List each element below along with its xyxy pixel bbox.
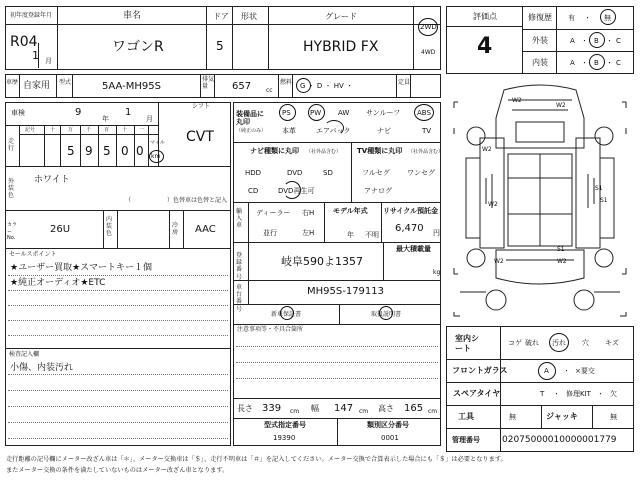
width-unit: cm: [359, 408, 369, 415]
doors-label: ドア: [213, 12, 229, 21]
mark-w2-left: W2: [482, 146, 492, 153]
mark-w2-rear-right: W2: [557, 258, 567, 265]
unit-hundred: 百: [104, 127, 110, 133]
first-reg-month: 1: [32, 49, 39, 62]
import-parallel: 並行: [263, 229, 277, 237]
class-label: 類別区分番号: [367, 421, 409, 429]
ac-value: AAC: [195, 224, 216, 235]
chassis-value: MH95S-179113: [307, 286, 385, 297]
navi-dvd: DVD: [287, 169, 303, 177]
spare-missing: 欠: [610, 390, 617, 398]
recycle-value: 6,470: [395, 223, 424, 234]
equipment-subtitle: （純正のみ）: [236, 128, 267, 134]
seat-tear: 破れ: [525, 339, 539, 347]
grade-label: グレード: [325, 12, 357, 21]
manual: 取扱説明書: [371, 311, 402, 318]
navi-subtitle: （社外品含む）: [306, 149, 342, 155]
import-label: 輸入車: [236, 208, 243, 230]
repair-label: 修復歴: [528, 13, 552, 22]
spare-t: T: [540, 390, 545, 398]
capacity-label: 定員: [398, 79, 411, 86]
inspection-label: 車検: [11, 109, 25, 117]
equip-sunroof: サンルーフ: [366, 109, 401, 117]
mileage-digit-4: 0: [121, 144, 129, 158]
new-warranty: 新車保証書: [271, 311, 302, 318]
type-designation-value: 19390: [273, 434, 296, 442]
max-load-label: 最大積載量: [396, 245, 431, 253]
equip-ps: PS: [282, 109, 291, 117]
repair-dot: ・: [584, 14, 591, 22]
model-value: ワゴンR: [112, 39, 164, 55]
mark-w2-front: W2: [512, 97, 522, 104]
shape-label: 形状: [241, 12, 257, 21]
repair-none: 無: [604, 14, 611, 22]
unit-ten-thousand: 十: [50, 127, 56, 133]
windshield-dot: ・: [563, 367, 570, 375]
height-unit: cm: [428, 408, 438, 415]
navi-hdd: HDD: [245, 169, 262, 177]
unit-ten-k: 万: [68, 127, 74, 133]
month-unit: 月: [45, 57, 52, 65]
first-reg-label: 初年度登録年月: [10, 12, 53, 19]
drive-value: 2WD: [420, 23, 437, 31]
windshield-replaced: ×要交: [575, 367, 595, 375]
model-year-unit: 年: [347, 231, 354, 239]
usage-label: 車歴: [6, 79, 19, 86]
int-dot1: ・: [581, 59, 588, 67]
color-no-label: カラーNo.: [7, 222, 18, 241]
int-dot2: ・: [606, 59, 613, 67]
equipment-title: 装備品に丸印: [236, 110, 264, 127]
spare-kit: 修理KIT: [566, 390, 591, 398]
exterior-color: ホワイト: [34, 175, 70, 185]
navi-title: ナビ種類に丸印: [250, 147, 299, 155]
ext-dot1: ・: [581, 37, 588, 45]
ext-dot2: ・: [606, 37, 613, 45]
usage-value: 自家用: [23, 81, 51, 91]
equip-navi: ナビ: [377, 127, 391, 135]
km-label: km: [151, 153, 161, 160]
shift-value: CVT: [186, 129, 214, 145]
navi-cd: CD: [248, 187, 259, 195]
registration-value: 岐阜590よ1357: [281, 255, 363, 268]
repair-yes: 有: [568, 14, 575, 22]
seat-label: 室内シート: [455, 334, 479, 354]
equip-leather: 本革: [282, 127, 296, 135]
mark-s1-rear: S1: [557, 246, 565, 253]
displacement-value: 657: [232, 81, 252, 92]
fuel-options: G ・ D ・ HV ・: [300, 82, 353, 90]
windshield-label: フロントガラス: [452, 366, 508, 375]
sales-points-title: セールスポイント: [9, 251, 57, 258]
inspection-year: 9: [75, 107, 82, 118]
footer-line-2: またメーター交換の条件を満たしていないものはメーター改ざん車となります。: [6, 467, 229, 474]
seat-burn: コゲ: [508, 339, 522, 347]
notes-title: 注意事項等・不具合箇所: [237, 326, 304, 333]
recycle-label: リサイクル預託金: [383, 207, 439, 215]
drive-alt: 4WD: [421, 49, 436, 56]
shift-label: シフト: [192, 103, 211, 110]
jack-value: 無: [610, 413, 617, 421]
import-dealer: ディーラー: [256, 209, 291, 217]
tv-subtitle: （社外品含む）: [408, 149, 444, 155]
model-year-undetermined: 不明: [365, 231, 379, 239]
displacement-unit: cc: [266, 87, 273, 94]
exterior-note: （ ）色替車は色替と記入: [125, 197, 228, 204]
management-label: 管理番号: [452, 436, 480, 444]
jack-label: ジャッキ: [546, 412, 578, 421]
inspector-note: 小傷、内装汚れ: [10, 363, 74, 373]
inspection-year-unit: 年: [102, 115, 109, 123]
steering-left: 左H: [302, 229, 315, 237]
chassis-label: 車台番号: [236, 284, 243, 313]
navi-sd: SD: [323, 169, 333, 177]
int-c: C: [616, 59, 621, 67]
mile-label: マイル: [150, 140, 165, 146]
length-value: 339: [262, 403, 282, 414]
ext-b: B: [594, 37, 599, 45]
interior-color-label: 内装色: [106, 216, 113, 238]
doors-value: 5: [216, 39, 224, 53]
tv-title: TV種類に丸印: [357, 147, 403, 155]
tv-fullseg: フルセグ: [362, 169, 390, 177]
length-label: 長さ: [237, 404, 253, 413]
mark-s1-right: S1: [595, 185, 603, 192]
mileage-label: 走行: [8, 138, 15, 153]
sales-point-1: ★ユーザー買取★スマートキー１個: [10, 263, 152, 273]
unit-ten: 十: [122, 127, 128, 133]
type-label: 型式: [59, 79, 72, 86]
sales-point-2: ★純正オーディオ★ETC: [10, 278, 106, 288]
type-value: 5AA-MH95S: [102, 81, 161, 92]
windshield-a: A: [544, 367, 549, 375]
grade-value: HYBRID FX: [303, 39, 379, 55]
mark-s1-right-2: S1: [600, 197, 608, 204]
score-label: 評価点: [473, 12, 497, 21]
tv-oneseg: ワンセグ: [407, 169, 435, 177]
type-designation-label: 型式指定番号: [264, 421, 306, 429]
ext-a: A: [570, 37, 575, 45]
spare-dot1: ・: [553, 390, 560, 398]
ac-label: 冷房: [172, 222, 179, 237]
equip-aw: AW: [338, 109, 350, 117]
max-load-unit: kg: [433, 269, 441, 276]
mileage-digit-5: 0: [136, 144, 144, 158]
width-label: 幅: [311, 404, 319, 413]
inspection-month: 1: [125, 107, 132, 118]
mileage-digit-2: 9: [85, 144, 93, 158]
int-b: B: [594, 59, 599, 67]
displacement-label: 排気量: [202, 76, 215, 90]
inspector-title: 検査記入欄: [9, 351, 40, 358]
mark-w2-left-lower: W2: [488, 201, 498, 208]
height-label: 高さ: [378, 404, 394, 413]
first-reg-value: R04: [10, 34, 38, 50]
equip-tv: TV: [422, 127, 432, 135]
steering-right: 右H: [302, 209, 315, 217]
left-block: [5, 102, 231, 446]
management-value: 02075000010000001779: [502, 435, 617, 445]
mileage-digit-3: 5: [103, 144, 111, 158]
interior-grade-label: 内装: [532, 58, 548, 67]
navi-dvd-play: DVD再生可: [278, 187, 315, 195]
mileage-digit-1: 5: [67, 144, 75, 158]
width-value: 147: [334, 403, 354, 414]
ext-c: C: [616, 37, 621, 45]
exterior-grade-label: 外装: [532, 36, 548, 45]
class-value: 0001: [381, 434, 399, 442]
score-value: 4: [477, 34, 493, 59]
height-value: 165: [404, 403, 424, 414]
spare-dot2: ・: [597, 390, 604, 398]
footer-line-1: 走行距離の記号欄にメーター改ざん車は「＊」、メーター交換車は「＄」、走行不明車は「＃」を記入してください。メーター交換で合算表示した場合にも「＄」は必要となります。: [6, 456, 507, 463]
fuel-label: 燃料: [280, 79, 293, 86]
unit-thousand: 千: [86, 127, 92, 133]
color-no-value: 26U: [50, 224, 71, 235]
mark-w2-front-right: W2: [556, 102, 566, 109]
equip-pw: PW: [310, 109, 322, 117]
tools-label: 工具: [458, 412, 474, 421]
exterior-label: 外装色: [8, 178, 15, 200]
int-a: A: [570, 59, 575, 67]
seat-hole: 穴: [582, 339, 589, 347]
unit-one: 一: [139, 127, 145, 133]
registration-label: 登録番号: [236, 252, 243, 281]
length-unit: cm: [290, 408, 300, 415]
inspection-month-unit: 月: [146, 115, 153, 123]
recycle-unit: 円: [433, 229, 440, 237]
model-year-label: モデル年式: [333, 207, 368, 215]
spare-label: スペアタイヤ: [453, 389, 501, 398]
mark-w2-rear-left: W2: [494, 258, 504, 265]
tools-value: 無: [509, 413, 516, 421]
seat-scratch: キズ: [605, 339, 619, 347]
model-label: 車名: [123, 11, 142, 21]
tv-analog: アナログ: [364, 187, 392, 195]
unit-sign: 記号: [25, 127, 36, 133]
equip-abs: ABS: [417, 109, 431, 117]
equip-airbag: エアバック: [316, 127, 351, 135]
seat-dirt: 汚れ: [552, 339, 566, 347]
